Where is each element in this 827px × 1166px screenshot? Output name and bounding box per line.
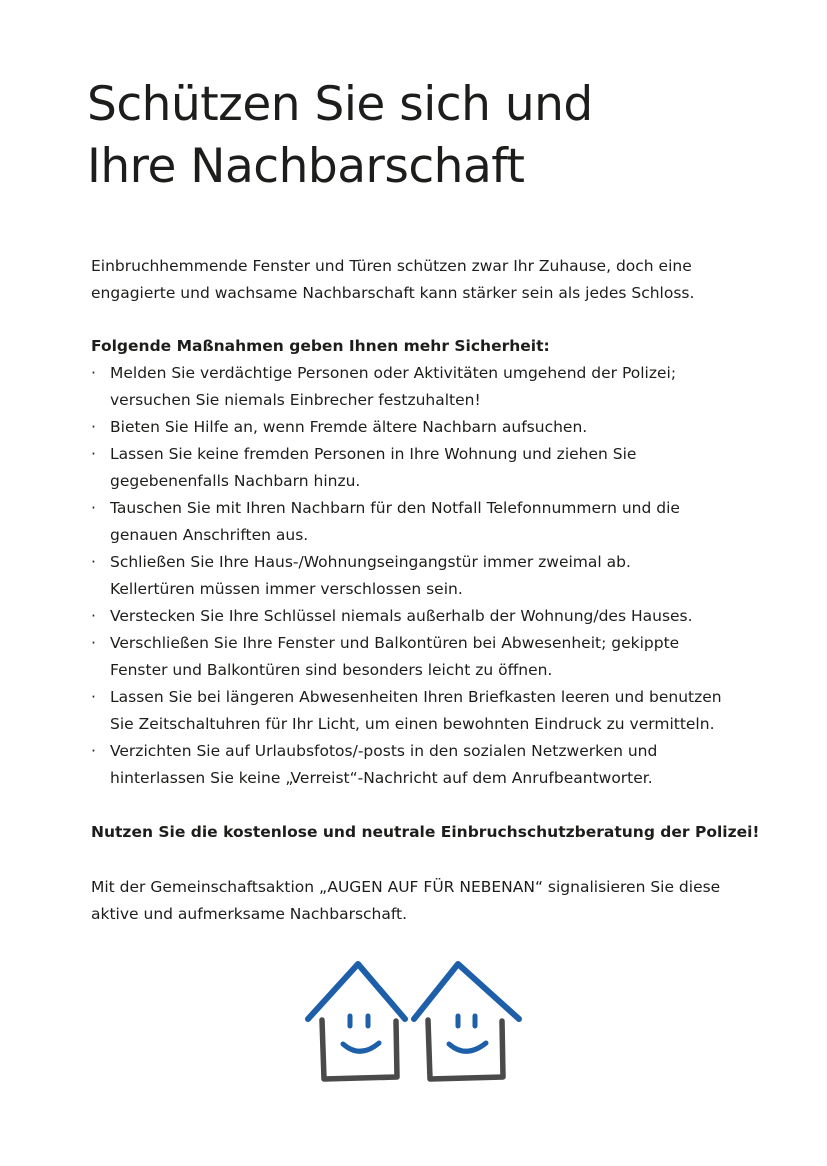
advice-callout: Nutzen Sie die kostenlose und neutrale Einbruchschutzberatung der Polizei!	[91, 823, 760, 841]
measures-item-text: Tauschen Sie mit Ihren Nachbarn für den Notfall Telefonnummern und die	[110, 499, 680, 517]
title-line-2: Ihre Nachbarschaft	[87, 139, 525, 194]
measures-list-item	[91, 414, 781, 441]
measures-item-text: Melden Sie verdächtige Personen oder Aktivitäten umgehend der Polizei;	[110, 364, 677, 382]
measures-item-text: Schließen Sie Ihre Haus-/Wohnungseingangstür immer zweimal ab.	[110, 553, 631, 571]
measures-item-text: Lassen Sie keine fremden Personen in Ihre Wohnung und ziehen Sie	[110, 445, 637, 463]
measures-list-item	[91, 441, 781, 495]
bullet-point: ·	[91, 742, 96, 760]
measures-item-text: Bieten Sie Hilfe an, wenn Fremde ältere Nachbarn aufsuchen.	[110, 418, 588, 436]
measures-item-text: Kellertüren müssen immer verschlossen sein.	[110, 580, 463, 598]
closing-line-2: aktive und aufmerksame Nachbarschaft.	[91, 905, 408, 923]
measures-list-item	[91, 630, 781, 684]
closing-paragraph	[91, 874, 771, 928]
bullet-point: ·	[91, 445, 96, 463]
measures-heading: Folgende Maßnahmen geben Ihnen mehr Sicherheit:	[91, 337, 550, 355]
measures-item-text: Verstecken Sie Ihre Schlüssel niemals außerhalb der Wohnung/des Hauses.	[110, 607, 693, 625]
measures-item-text: Verzichten Sie auf Urlaubsfotos/-posts in den sozialen Netzwerken und	[110, 742, 658, 760]
bullet-point: ·	[91, 553, 96, 571]
measures-item-text: Fenster und Balkontüren sind besonders leicht zu öffnen.	[110, 661, 553, 679]
bullet-point: ·	[91, 499, 96, 517]
measures-item-text: genauen Anschriften aus.	[110, 526, 309, 544]
measures-item-text: gegebenenfalls Nachbarn hinzu.	[110, 472, 361, 490]
bullet-point: ·	[91, 688, 96, 706]
left-house-smile	[343, 1043, 379, 1051]
closing-line-1: Mit der Gemeinschaftsaktion „AUGEN AUF FÜR NEBENAN“ signalisieren Sie diese	[91, 878, 721, 896]
measures-list-item	[91, 603, 781, 630]
page-title	[87, 74, 593, 198]
measures-list-item	[91, 684, 781, 738]
measures-list-item	[91, 549, 781, 603]
bullet-point: ·	[91, 364, 96, 382]
measures-item-text: Verschließen Sie Ihre Fenster und Balkontüren bei Abwesenheit; gekippte	[110, 634, 680, 652]
bullet-point: ·	[91, 418, 96, 436]
bullet-point: ·	[91, 634, 96, 652]
measures-list-item	[91, 360, 781, 414]
left-house-roof	[308, 964, 405, 1019]
right-house-smile	[449, 1043, 486, 1051]
title-line-1: Schützen Sie sich und	[87, 77, 593, 132]
intro-line-2: engagierte und wachsame Nachbarschaft kann stärker sein als jedes Schloss.	[91, 284, 695, 302]
measures-item-text: Sie Zeitschaltuhren für Ihr Licht, um einen bewohnten Eindruck zu vermitteln.	[110, 715, 715, 733]
measures-list-item	[91, 495, 781, 549]
right-house-roof	[414, 964, 519, 1019]
two-smiling-houses-icon	[300, 955, 530, 1085]
measures-list	[91, 360, 781, 792]
measures-list-item	[91, 738, 781, 792]
bullet-point: ·	[91, 607, 96, 625]
intro-paragraph	[91, 253, 771, 307]
intro-line-1: Einbruchhemmende Fenster und Türen schützen zwar Ihr Zuhause, doch eine	[91, 257, 692, 275]
measures-item-text: versuchen Sie niemals Einbrecher festzuhalten!	[110, 391, 481, 409]
measures-item-text: hinterlassen Sie keine „Verreist“-Nachricht auf dem Anrufbeantworter.	[110, 769, 653, 787]
measures-item-text: Lassen Sie bei längeren Abwesenheiten Ihren Briefkasten leeren und benutzen	[110, 688, 722, 706]
